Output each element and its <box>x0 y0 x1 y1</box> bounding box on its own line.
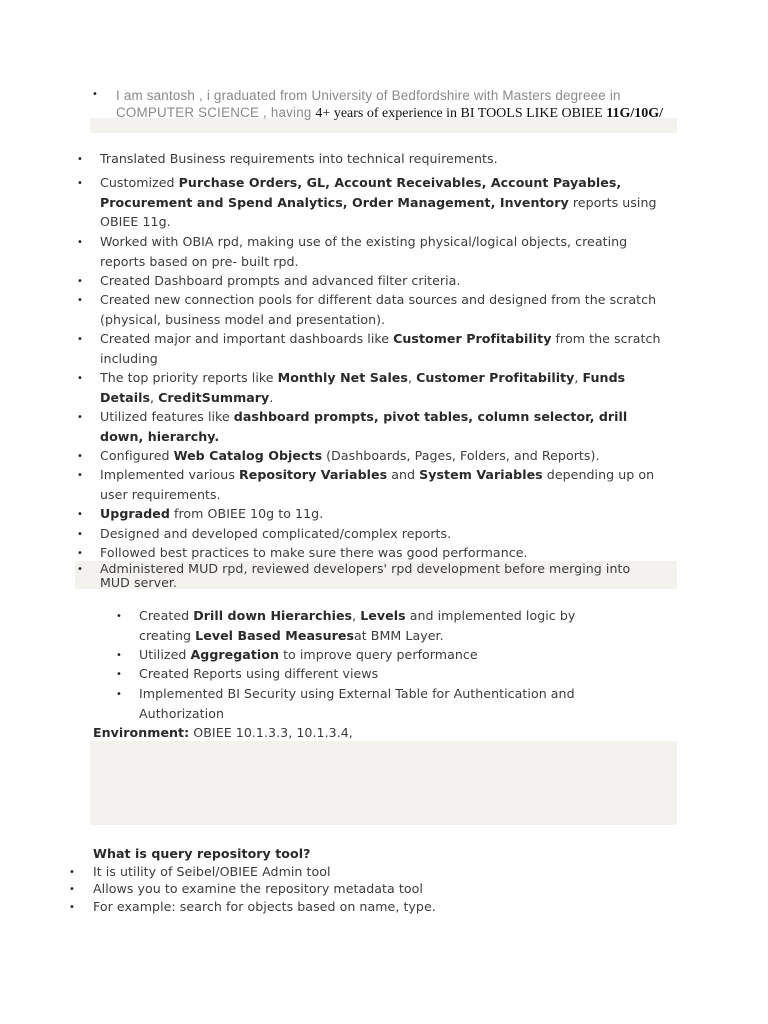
bullet: • <box>77 295 83 306</box>
bullet: • <box>77 237 83 248</box>
list-item: Created new connection pools for different data sources and designed from the scratch (physical, business model and presentation). <box>100 292 657 327</box>
bullet: • <box>69 867 75 878</box>
bullet: • <box>77 548 83 559</box>
list-item: Upgraded from OBIEE 10g to 11g. <box>100 506 324 521</box>
list-item: Worked with OBIA rpd, making use of the existing physical/logical objects, creating reports based on pre- built rpd. <box>100 234 628 269</box>
list-item: Designed and developed complicated/complex reports. <box>100 526 452 541</box>
sub-list-item: Utilized Aggregation to improve query performance <box>139 647 478 662</box>
list-item: The top priority reports like Monthly Net Sales, Customer Profitability, Funds Details, CreditSummary. <box>100 370 626 405</box>
bullet: • <box>116 611 122 622</box>
bullet: • <box>77 334 83 345</box>
bullet: • <box>77 451 83 462</box>
question-item: It is utility of Seibel/OBIEE Admin tool <box>93 864 331 879</box>
bullet: • <box>116 689 122 700</box>
question-item: Allows you to examine the repository metadata tool <box>93 881 423 896</box>
list-item: Administered MUD rpd, reviewed developers' rpd development before merging into MUD server. <box>100 561 631 590</box>
bullet: • <box>77 154 83 165</box>
question-item: For example: search for objects based on name, type. <box>93 899 436 914</box>
sub-list-item: Created Reports using different views <box>139 666 379 681</box>
bullet: • <box>69 884 75 895</box>
bullet: • <box>77 178 83 189</box>
bullet: • <box>69 902 75 913</box>
bullet: • <box>92 89 98 100</box>
bullet: • <box>116 650 122 661</box>
list-item: Utilized features like dashboard prompts, pivot tables, column selector, drill down, hierarchy. <box>100 409 628 444</box>
environment-label: Environment: <box>93 725 190 740</box>
intro-paragraph <box>116 87 676 122</box>
list-item: Followed best practices to make sure there was good performance. <box>100 545 528 560</box>
list-item: Created Dashboard prompts and advanced filter criteria. <box>100 273 461 288</box>
intro-versions: 11G/10G/ <box>606 106 664 121</box>
bullet: • <box>77 470 83 481</box>
sub-list-item: Created Drill down Hierarchies, Levels and implemented logic by creating Level Based Measuresat BMM Layer. <box>139 608 576 643</box>
bullet: • <box>77 509 83 520</box>
bullet: • <box>77 412 83 423</box>
intro-text: I am santosh , i graduated from University of Bedfordshire with Masters degreee in COMPUTER SCIENCE , having <box>116 88 621 120</box>
list-item: Translated Business requirements into technical requirements. <box>100 151 498 166</box>
list-item: Created major and important dashboards like Customer Profitability from the scratch including <box>100 331 661 366</box>
intro-experience: 4+ years of experience in BI TOOLS LIKE OBIEE <box>315 106 607 121</box>
sub-list-item: Implemented BI Security using External Table for Authentication and Authorization <box>139 686 575 721</box>
bullet: • <box>77 564 83 575</box>
environment-shade <box>90 741 677 825</box>
bullet: • <box>77 373 83 384</box>
list-item: Customized Purchase Orders, GL, Account Receivables, Account Payables, Procurement and Spend Analytics, Order Management, Inventory reports using OBIEE 11g. <box>100 175 657 229</box>
bullet: • <box>77 276 83 287</box>
environment-line <box>93 723 353 743</box>
bullet: • <box>116 669 122 680</box>
list-item: Configured Web Catalog Objects (Dashboards, Pages, Folders, and Reports). <box>100 448 600 463</box>
question-heading: What is query repository tool? <box>93 846 311 861</box>
list-item: Implemented various Repository Variables and System Variables depending up on user requirements. <box>100 467 655 502</box>
environment-value: OBIEE 10.1.3.3, 10.1.3.4, <box>189 725 353 740</box>
bullet: • <box>77 529 83 540</box>
